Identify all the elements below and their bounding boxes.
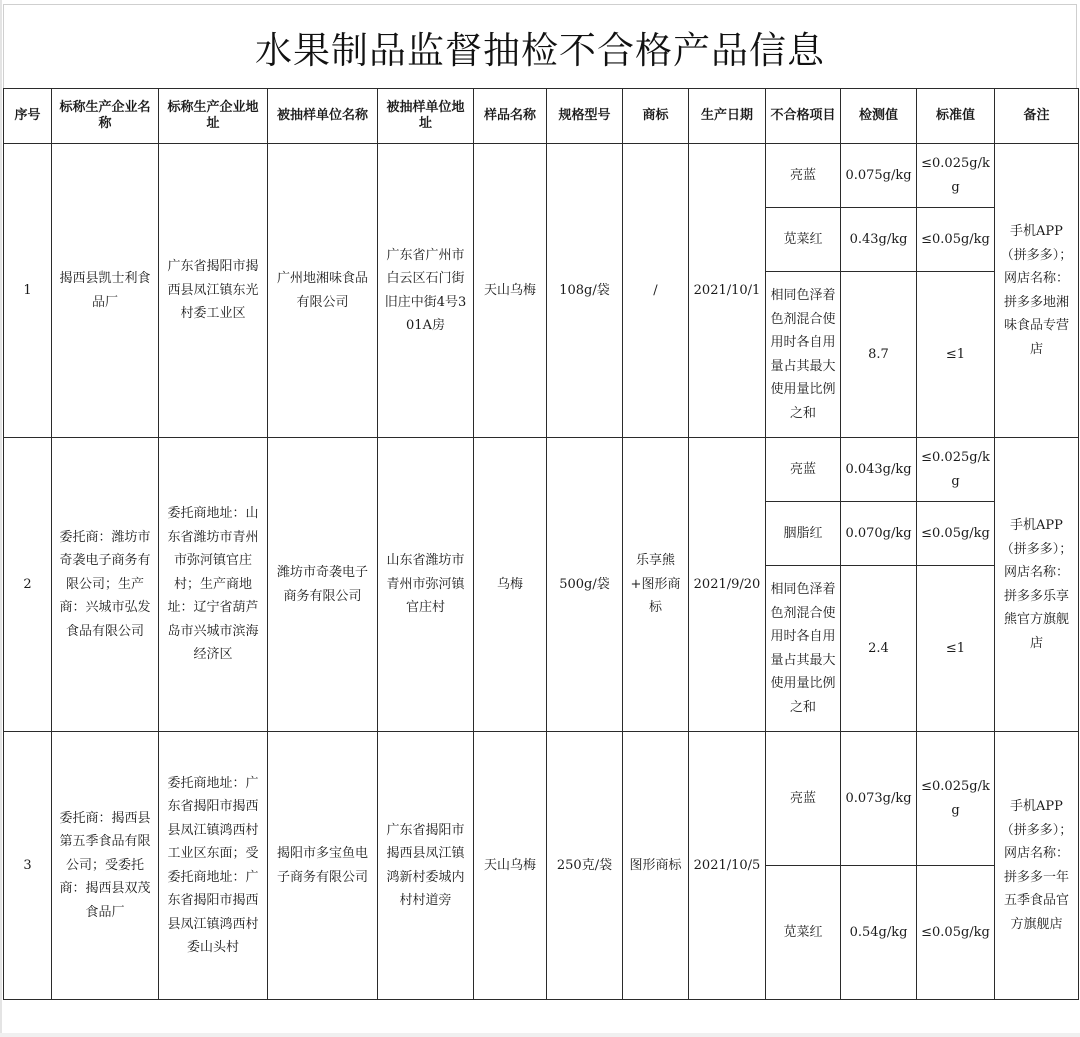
table-row [4, 732, 1079, 866]
cell-standard: ≤1 [917, 272, 995, 438]
title-box [3, 4, 1077, 88]
cell-item: 胭脂红 [766, 502, 841, 566]
header-producer: 标称生产企业名称 [52, 89, 159, 144]
cell-note: 手机APP（拼多多）；网店名称：拼多多乐享熊官方旗舰店 [995, 438, 1079, 732]
header-note: 备注 [995, 89, 1079, 144]
cell-value: 0.043g/kg [841, 438, 917, 502]
header-date: 生产日期 [689, 89, 766, 144]
cell-value: 0.54g/kg [841, 866, 917, 1000]
cell-brand: / [623, 144, 689, 438]
cell-sampled-address: 广东省揭阳市揭西县凤江镇鸿新村委城内村村道旁 [378, 732, 474, 1000]
header-producer-address: 标称生产企业地址 [159, 89, 268, 144]
cell-producer: 委托商：揭西县第五季食品有限公司；受委托商：揭西县双茂食品厂 [52, 732, 159, 1000]
cell-sampled-unit: 揭阳市多宝鱼电子商务有限公司 [268, 732, 378, 1000]
header-sample-name: 样品名称 [474, 89, 547, 144]
cell-producer-address: 委托商地址：广东省揭阳市揭西县凤江镇鸿西村工业区东面；受委托商地址：广东省揭阳市揭西县凤江镇鸿西村委山头村 [159, 732, 268, 1000]
cell-value: 8.7 [841, 272, 917, 438]
cell-item: 相同色泽着色剂混合使用时各自用量占其最大使用量比例之和 [766, 272, 841, 438]
cell-standard: ≤0.05g/kg [917, 502, 995, 566]
cell-standard: ≤0.05g/kg [917, 208, 995, 272]
cell-sample-name: 天山乌梅 [474, 732, 547, 1000]
cell-value: 0.075g/kg [841, 144, 917, 208]
cell-no: 3 [4, 732, 52, 1000]
header-item: 不合格项目 [766, 89, 841, 144]
cell-spec: 108g/袋 [547, 144, 623, 438]
sheet-edge [0, 0, 2, 1037]
cell-item: 亮蓝 [766, 144, 841, 208]
header-no: 序号 [4, 89, 52, 144]
cell-sample-name: 乌梅 [474, 438, 547, 732]
cell-no: 2 [4, 438, 52, 732]
cell-sampled-unit: 潍坊市奇袭电子商务有限公司 [268, 438, 378, 732]
cell-standard: ≤0.025g/kg [917, 438, 995, 502]
bottom-strip [0, 1033, 1080, 1037]
cell-date: 2021/10/1 [689, 144, 766, 438]
header-value: 检测值 [841, 89, 917, 144]
cell-item: 苋菜红 [766, 866, 841, 1000]
cell-note: 手机APP（拼多多）；网店名称：拼多多一年五季食品官方旗舰店 [995, 732, 1079, 1000]
cell-item: 相同色泽着色剂混合使用时各自用量占其最大使用量比例之和 [766, 566, 841, 732]
cell-value: 2.4 [841, 566, 917, 732]
cell-sampled-address: 广东省广州市白云区石门街旧庄中街4号301A房 [378, 144, 474, 438]
header-sampled-address: 被抽样单位地址 [378, 89, 474, 144]
cell-standard: ≤0.025g/kg [917, 732, 995, 866]
nonconforming-products-table [3, 88, 1079, 1000]
page-title: 水果制品监督抽检不合格产品信息 [255, 28, 825, 72]
cell-item: 苋菜红 [766, 208, 841, 272]
table-row [4, 144, 1079, 208]
cell-value: 0.43g/kg [841, 208, 917, 272]
header-spec: 规格型号 [547, 89, 623, 144]
cell-date: 2021/9/20 [689, 438, 766, 732]
cell-standard: ≤1 [917, 566, 995, 732]
header-row [4, 89, 1079, 144]
cell-producer: 揭西县凯士利食品厂 [52, 144, 159, 438]
cell-sample-name: 天山乌梅 [474, 144, 547, 438]
cell-standard: ≤0.05g/kg [917, 866, 995, 1000]
header-brand: 商标 [623, 89, 689, 144]
cell-note: 手机APP（拼多多）；网店名称：拼多多地湘味食品专营店 [995, 144, 1079, 438]
cell-brand: 乐享熊+图形商标 [623, 438, 689, 732]
cell-value: 0.073g/kg [841, 732, 917, 866]
header-sampled-unit: 被抽样单位名称 [268, 89, 378, 144]
cell-standard: ≤0.025g/kg [917, 144, 995, 208]
cell-producer: 委托商：潍坊市奇袭电子商务有限公司；生产商：兴城市弘发食品有限公司 [52, 438, 159, 732]
cell-producer-address: 广东省揭阳市揭西县凤江镇东光村委工业区 [159, 144, 268, 438]
cell-brand: 图形商标 [623, 732, 689, 1000]
table-row [4, 438, 1079, 502]
cell-value: 0.070g/kg [841, 502, 917, 566]
cell-item: 亮蓝 [766, 732, 841, 866]
cell-sampled-address: 山东省潍坊市青州市弥河镇官庄村 [378, 438, 474, 732]
cell-item: 亮蓝 [766, 438, 841, 502]
cell-sampled-unit: 广州地湘味食品有限公司 [268, 144, 378, 438]
cell-no: 1 [4, 144, 52, 438]
cell-date: 2021/10/5 [689, 732, 766, 1000]
cell-spec: 500g/袋 [547, 438, 623, 732]
cell-producer-address: 委托商地址：山东省潍坊市青州市弥河镇官庄村；生产商地址：辽宁省葫芦岛市兴城市滨海经济区 [159, 438, 268, 732]
cell-spec: 250克/袋 [547, 732, 623, 1000]
header-standard: 标准值 [917, 89, 995, 144]
